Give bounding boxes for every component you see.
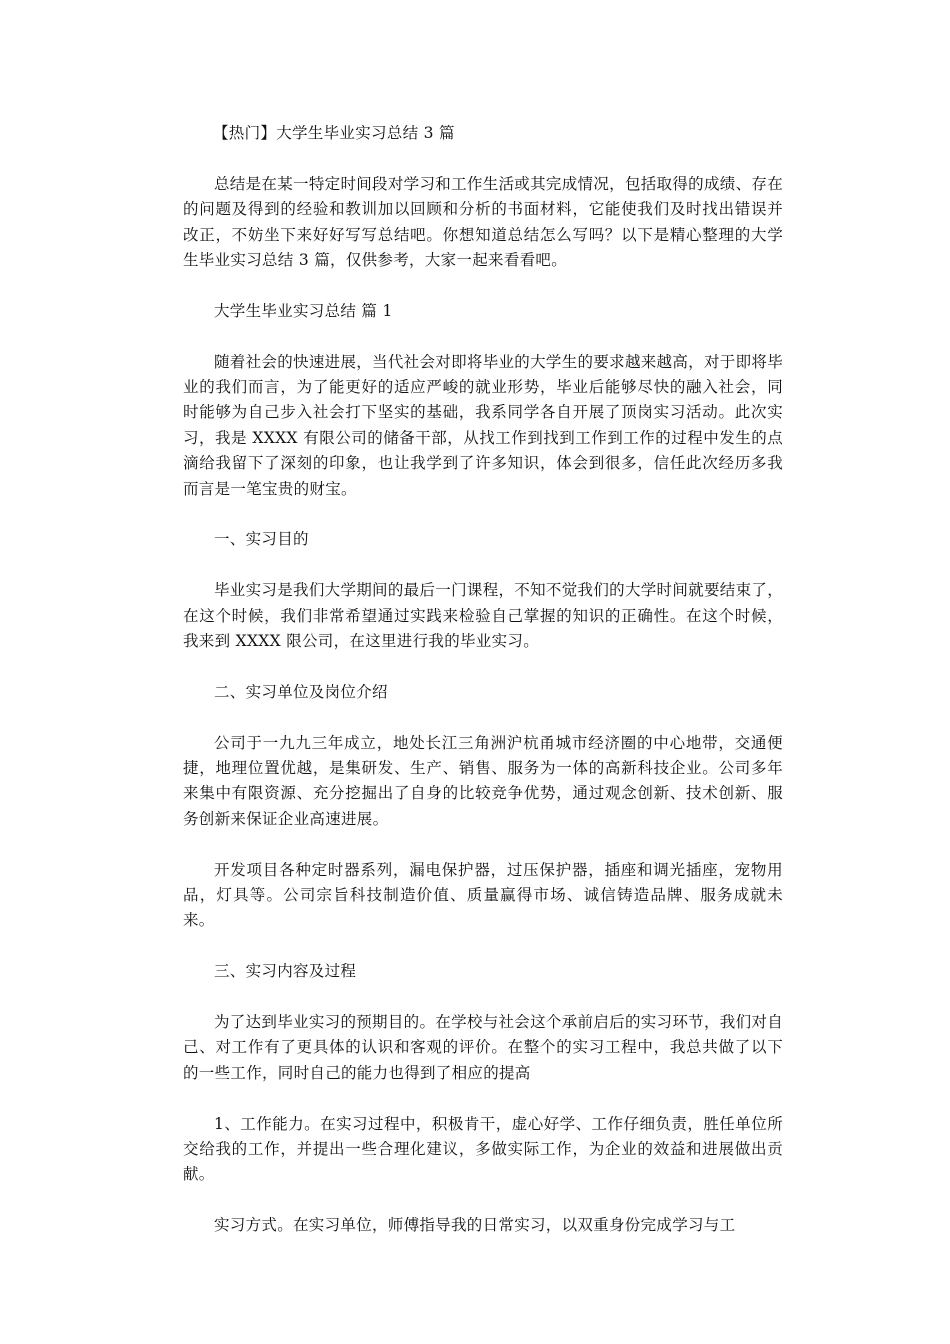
paragraph-background: 随着社会的快速进展，当代社会对即将毕业的大学生的要求越来越高，对于即将毕业的我们而言，为了能更好的适应严峻的就业形势，毕业后能够尽快的融入社会，同时能够为自己步入社会打下坚实的基础，我系同学各自开展了顶岗实习活动。此次实习，我是 XXXX 有限公司的储备干部，从找工作到找到工作到工作的过程中发生的点滴给我留下了深刻的印象，也让我学到了许多知识，体会到很多，信任此次经历多我而言是一笔宝贵的财宝。	[183, 352, 783, 498]
document-title: 【热门】大学生毕业实习总结 3 篇	[213, 124, 455, 142]
section-title: 大学生毕业实习总结 篇 1	[214, 301, 393, 320]
heading-content: 三、实习内容及过程	[214, 962, 357, 981]
paragraph-purpose: 毕业实习是我们大学期间的最后一门课程，不知不觉我们的大学时间就要结束了，在这个时候，我们非常希望通过实践来检验自己掌握的知识的正确性。在这个时候，我来到 XXXX 限公司，在这里进行我的毕业实习。	[183, 581, 783, 651]
paragraph-method: 实习方式。在实习单位，师傅指导我的日常实习，以双重身份完成学习与工	[214, 1216, 736, 1235]
paragraph-ability: 1、工作能力。在实习过程中，积极肯干，虚心好学、工作仔细负责，胜任单位所交给我的工作，并提出一些合理化建议，多做实际工作，为企业的效益和进展做出贡献。	[183, 1114, 783, 1184]
heading-purpose: 一、实习目的	[214, 530, 309, 549]
heading-company: 二、实习单位及岗位介绍	[214, 682, 388, 701]
intro-paragraph: 总结是在某一特定时间段对学习和工作生活或其完成情况，包括取得的成绩、存在的问题及得到的经验和教训加以回顾和分析的书面材料，它能使我们及时找出错误并改正，不妨坐下来好好写写总结吧。你想知道总结怎么写吗？以下是精心整理的大学生毕业实习总结 3 篇，仅供参考，大家一起来看看吧。	[183, 174, 783, 270]
document-page	[183, 121, 783, 1264]
paragraph-content: 为了达到毕业实习的预期目的。在学校与社会这个承前启后的实习环节，我们对自己、对工作有了更具体的认识和客观的评价。在整个的实习工程中，我总共做了以下的一些工作，同时自己的能力也得到了相应的提高	[183, 1013, 783, 1082]
paragraph-company: 公司于一九九三年成立，地处长江三角洲沪杭甬城市经济圈的中心地带，交通便捷，地理位置优越，是集研发、生产、销售、服务为一体的高新科技企业。公司多年来集中有限资源、充分挖掘出了自身的比较竞争优势，通过观念创新、技术创新、服务创新来保证企业高速进展。	[183, 733, 783, 828]
paragraph-products: 开发项目各种定时器系列，漏电保护器，过压保护器，插座和调光插座，宠物用品，灯具等。公司宗旨科技制造价值、质量赢得市场、诚信铸造品牌、服务成就未来。	[183, 860, 783, 930]
